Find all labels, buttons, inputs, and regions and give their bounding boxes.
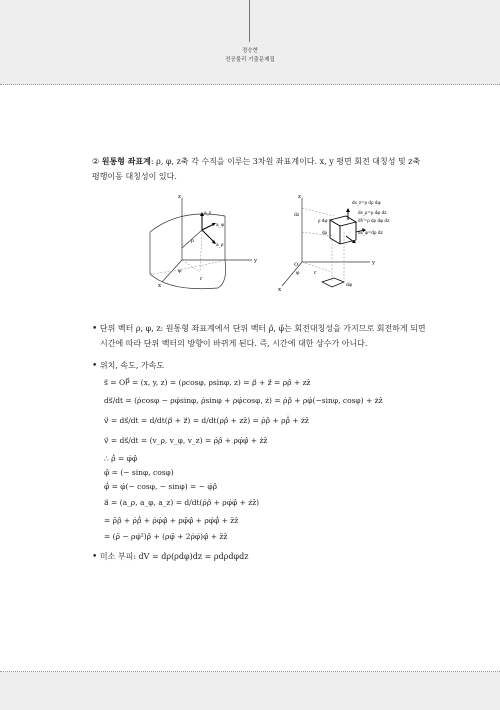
- fig-left-az: a_z: [204, 211, 212, 216]
- fig-right-x: x: [278, 287, 282, 293]
- equation-position: s⃗ = OP⃗ = (x, y, z) = (ρcosφ, ρsinφ, z) = ρ⃗ + z⃗ = ρρ̂ + zẑ: [104, 378, 311, 387]
- fig-right-dv: dV=ρ dρ dφ dz: [358, 218, 390, 223]
- fig-right-dphi: dφ: [346, 283, 353, 288]
- bullet-kinematics: [92, 360, 164, 372]
- equation-phi-hat: φ̂ = (− sinφ, cosφ): [104, 468, 174, 477]
- equation-phi-hat-dot: φ̂̇ = φ̇(− cosφ, − sinφ) = − φ̇ρ̂: [104, 482, 218, 491]
- section-title: 원통형 좌표계: [101, 157, 151, 166]
- fig-right-o: O: [294, 262, 299, 268]
- fig-right-dz: dz: [294, 213, 300, 218]
- section-intro-line1: : ρ, φ, z축 각 수직을 이루는 3차원 좌표계이다. x, y 평면 회전 대칭성 및 z축: [150, 157, 421, 166]
- section-intro-line2: 평행이동 대칭성이 있다.: [92, 172, 177, 181]
- bullet-dot: •: [92, 361, 98, 371]
- bullet-unit-vectors-line1: 단위 벡터 ρ, φ, z: 원통형 좌표계에서 단위 벡터 ρ̂, φ̂는 회전대칭성을 가지므로 회전하게 되면: [99, 324, 426, 333]
- equation-velocity-1: v⃗ = ds⃗/dt = d/dt(ρ⃗ + z⃗) = d/dt(ρρ̂ + zẑ) = ρ̇ρ̂ + ρρ̂̇ + żẑ: [104, 416, 309, 425]
- fig-right-rhodphi: ρ dφ: [318, 218, 328, 223]
- fig-right-y: y: [372, 260, 376, 266]
- section-heading: [92, 156, 420, 167]
- fig-left-aphi: a_φ: [216, 223, 225, 228]
- header-author: 정승현: [242, 48, 258, 54]
- fig-left-r: r: [200, 276, 203, 282]
- header-title: 전공물리 기출문제집: [225, 57, 275, 63]
- fig-left-y: y: [254, 258, 258, 264]
- equation-ds-dt: ds⃗/dt = (ρ̇cosφ − ρφ̇sinφ, ρ̇sinφ + ρφ̇cosφ, ż) = ρ̇ρ̂ + ρφ̇(−sinφ, cosφ) + żẑ: [104, 396, 383, 405]
- equation-velocity-2: v⃗ = ds⃗/dt = (v_ρ, v_φ, v_z) = ρ̇ρ̂ + ρφ̇φ̂ + żẑ: [104, 436, 268, 445]
- fig-right-drho: dρ: [322, 230, 328, 235]
- bullet-kinematics-label: 위치, 속도, 가속도: [99, 361, 165, 370]
- header-divider: [0, 84, 500, 85]
- fig-right-dsphi: ds_φ=dρ dz: [358, 230, 383, 235]
- fig-right-dsz: ds_z=ρ dρ dφ: [352, 200, 381, 205]
- bullet-dot: •: [92, 552, 98, 562]
- binding-line: [249, 0, 250, 42]
- volume-element-figure: [262, 190, 422, 300]
- equation-acceleration-3: = (ρ̈ − ρφ̇²)ρ̂ + (ρφ̈ + 2ρ̇φ̇)φ̂ + z̈ẑ: [104, 532, 228, 541]
- fig-left-arho: a_ρ: [216, 243, 224, 248]
- cylinder-figure: [140, 190, 270, 300]
- footer-band: [0, 672, 500, 710]
- fig-left-x: x: [158, 283, 162, 289]
- header-band: [0, 0, 500, 85]
- bullet-unit-vectors-line2: 시간에 따라 단위 벡터의 방향이 바뀌게 된다. 즉, 시간에 대한 상수가 아니다.: [100, 339, 368, 348]
- section-number: ②: [92, 157, 100, 166]
- fig-right-phi: φ: [296, 270, 300, 276]
- fig-left-z: z: [178, 194, 181, 200]
- fig-left-phi: φ: [178, 268, 182, 274]
- bullet-unit-vectors: [92, 323, 426, 335]
- fig-right-z: z: [298, 194, 301, 200]
- bullet-volume: [92, 551, 248, 563]
- bullet-volume-label: 미소 부피: dV = dρ(ρdφ)dz = ρdρdφdz: [99, 552, 249, 561]
- equation-acceleration-1: a⃗ = (a_ρ, a_φ, a_z) = d/dt(ρ̇ρ̂ + ρφ̇φ̂ + żẑ): [104, 498, 260, 507]
- fig-left-rho: ρ: [191, 238, 194, 244]
- fig-right-dsrho: ds_ρ=ρ dφ dz: [358, 210, 387, 215]
- equation-rho-hat-dot: ∴ ρ̂̇ = φ̇φ̂: [104, 454, 138, 463]
- fig-right-r: r: [314, 270, 317, 276]
- equation-acceleration-2: = ρ̈ρ̂ + ρ̇ρ̂̇ + ρ̇φ̇φ̂ + ρφ̈φ̂ + ρφ̇φ̂̇ + z̈ẑ: [104, 516, 239, 525]
- bullet-dot: •: [92, 324, 98, 334]
